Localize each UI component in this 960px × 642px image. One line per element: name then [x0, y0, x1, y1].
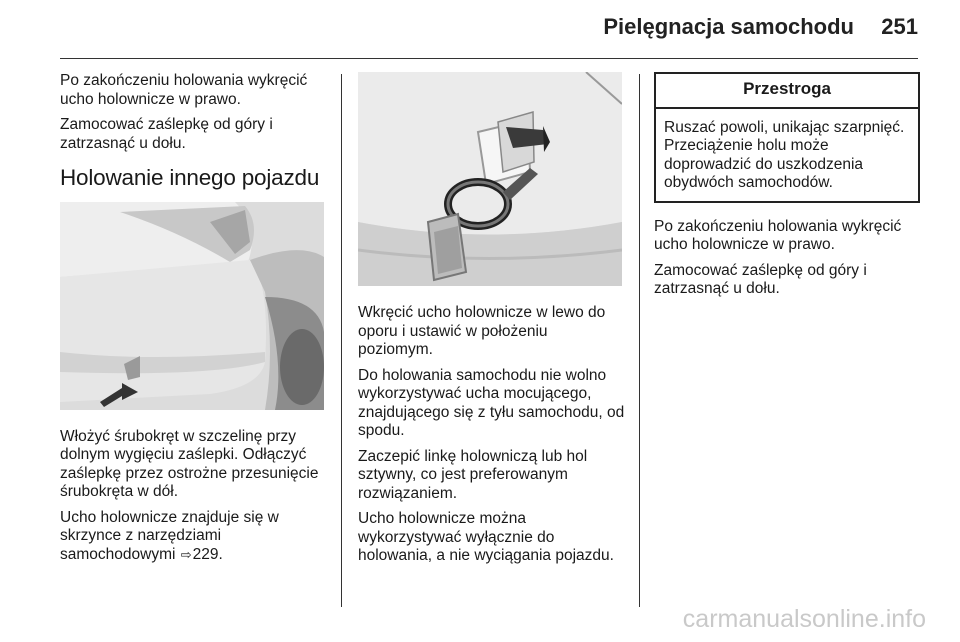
arrow-right-outline-icon: ⇨ — [180, 546, 192, 562]
watermark: carmanualsonline.info — [682, 605, 926, 633]
header-divider — [60, 58, 918, 59]
column-3 — [654, 72, 920, 306]
paragraph: Do holowania samochodu nie wolno wykorzystywać ucha mocującego, znajdującego się z tyłu samochodu, od spodu. — [358, 366, 625, 439]
rear-bumper-illustration — [60, 202, 324, 410]
paragraph: Po zakończeniu holowania wykręcić ucho holownicze w prawo. — [60, 72, 308, 108]
paragraph: Zamocować zaślepkę od góry i zatrzasnąć u dołu. — [654, 261, 867, 297]
page-number: 251 — [881, 14, 918, 39]
column-divider-1 — [341, 74, 342, 607]
page-title: Pielęgnacja samochodu — [603, 14, 854, 39]
paragraph: Ucho holownicze znajduje się w skrzynce z narzędziami samochodowymi ⇨229. — [60, 508, 279, 563]
paragraph: Wkręcić ucho holownicze w lewo do oporu i ustawić w położeniu poziomym. — [358, 304, 606, 358]
paragraph: Ucho holownicze można wykorzystywać wyłącznie do holowania, a nie wyciągania pojazdu. — [358, 510, 614, 564]
warning-box — [654, 72, 920, 203]
column-1 — [60, 72, 330, 571]
towing-eye-illustration — [358, 72, 622, 286]
paragraph: Zaczepić linkę holowniczą lub hol sztywny, co jest preferowanym rozwiązaniem. — [358, 447, 588, 502]
warning-title: Przestroga — [656, 74, 918, 109]
page-header — [0, 0, 960, 58]
page-reference[interactable]: 229. — [192, 545, 223, 563]
column-2 — [358, 72, 626, 573]
warning-text: Ruszać powoli, unikając szarpnięć. Przeciążenie holu może doprowadzić do uszkodzenia obydwóch samochodów. — [664, 118, 905, 191]
column-divider-2 — [639, 74, 640, 607]
paragraph: Włożyć śrubokręt w szczelinę przy dolnym wygięciu zaślepki. Odłączyć zaślepkę przez ostrożne przesunięcie śrubokręta w dół. — [60, 427, 319, 500]
paragraph: Po zakończeniu holowania wykręcić ucho holownicze w prawo. — [654, 217, 902, 253]
paragraph: Zamocować zaślepkę od góry i zatrzasnąć u dołu. — [60, 116, 273, 152]
section-heading: Holowanie innego pojazdu — [60, 165, 320, 190]
